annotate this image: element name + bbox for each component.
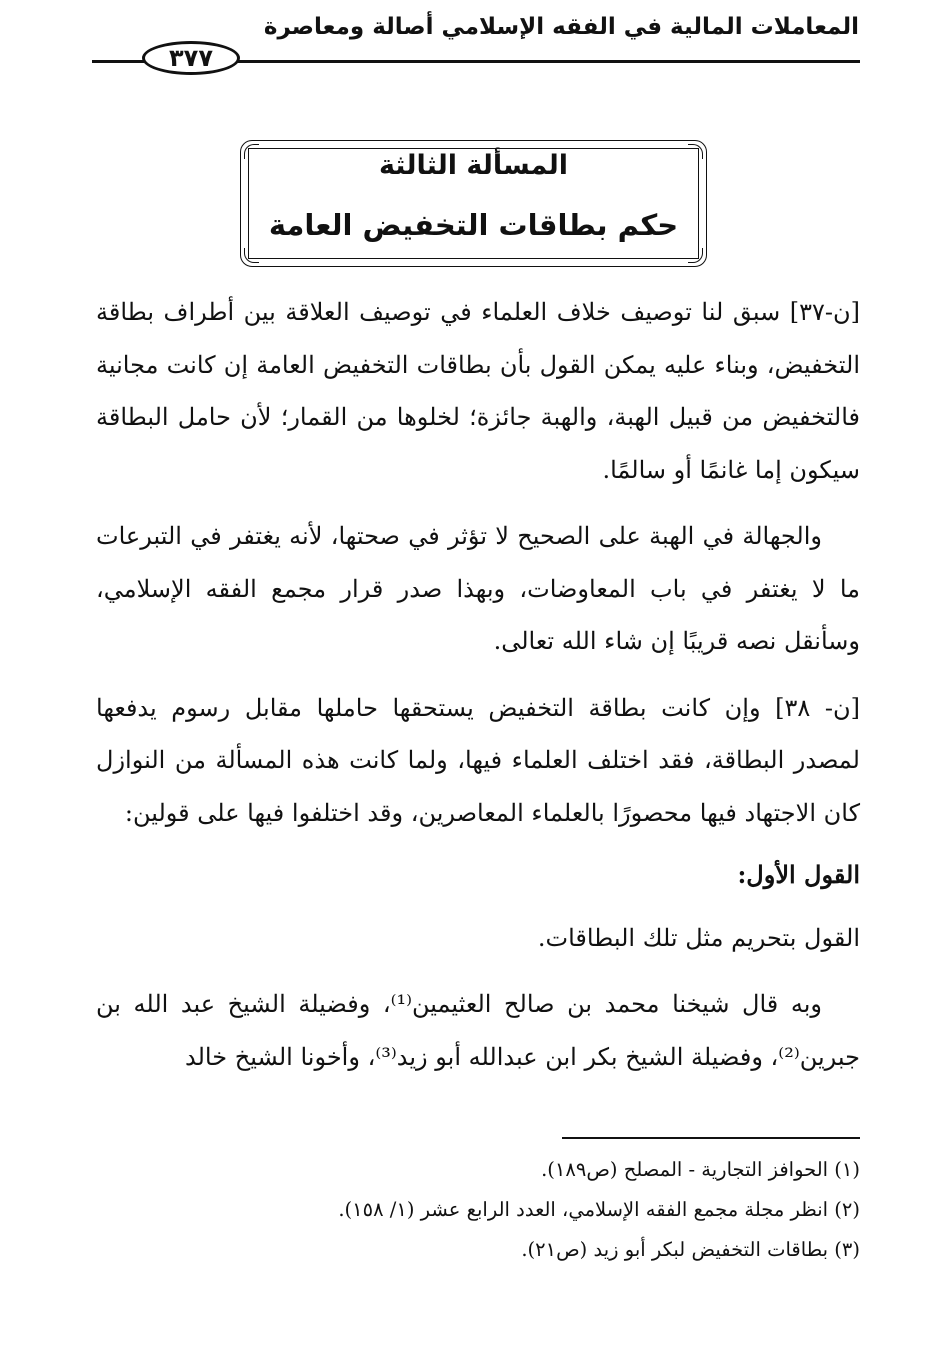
footnote-separator — [562, 1137, 860, 1139]
paragraph: [ن- ٣٨] وإن كانت بطاقة التخفيض يستحقها حاملها مقابل رسوم يدفعها لمصدر البطاقة، فقد اختلف العلماء فيها، ولما كانت هذه المسألة من النوازل كان الاجتهاد فيها محصورًا بالعلماء المعاصرين، وقد اختلفوا فيها على قولين: — [96, 693, 860, 827]
page-number: ٣٧٧ — [169, 44, 213, 72]
footnote: (٣) بطاقات التخفيض لبكر أبو زيد (ص٢١). — [521, 1238, 860, 1261]
section-heading: المسألة الثالثة — [378, 150, 569, 181]
frame-corner-ornament — [244, 248, 259, 263]
page-number-badge — [142, 41, 240, 75]
body-text — [96, 286, 860, 1083]
paragraph: القول بتحريم مثل تلك البطاقات. — [537, 923, 860, 952]
running-header-title: المعاملات المالية في الفقه الإسلامي أصالة ومعاصرة — [263, 14, 859, 40]
footnote: (١) الحوافز التجارية - المصلح (ص١٨٩). — [541, 1158, 860, 1181]
paragraph: وبه قال شيخنا محمد بن صالح العثيمين⁽¹⁾، وفضيلة الشيخ عبد الله بن جبرين⁽²⁾، وفضيلة الشيخ بكر ابن عبدالله أبو زيد⁽³⁾، وأخونا الشيخ خالد — [96, 990, 860, 1071]
paragraph: والجهالة في الهبة على الصحيح لا تؤثر في صحتها، لأنه يغتفر في التبرعات ما لا يغتفر في باب المعاوضات، وبهذا صدر قرار مجمع الفقه الإسلامي، وسأنقل نصه قريبًا إن شاء الله تعالى. — [96, 522, 860, 655]
section-subheading: حكم بطاقات التخفيض العامة — [268, 208, 679, 242]
paragraph: [ن-٣٧] سبق لنا توصيف خلاف العلماء في توصيف العلاقة بين أطراف بطاقة التخفيض، وبناء عليه يمكن القول بأن بطاقات التخفيض العامة إن كانت مجانية فالتخفيض من قبيل الهبة، والهبة جائزة؛ لخلوها من القمار؛ لأن حامل البطاقة سيكون إما غانمًا أو سالمًا. — [96, 298, 861, 484]
footnote: (٢) انظر مجلة مجمع الفقه الإسلامي، العدد الرابع عشر (١/ ١٥٨). — [338, 1198, 860, 1221]
frame-corner-ornament — [688, 248, 703, 263]
footnotes — [96, 1150, 860, 1270]
opinion-heading: القول الأول: — [737, 860, 860, 889]
